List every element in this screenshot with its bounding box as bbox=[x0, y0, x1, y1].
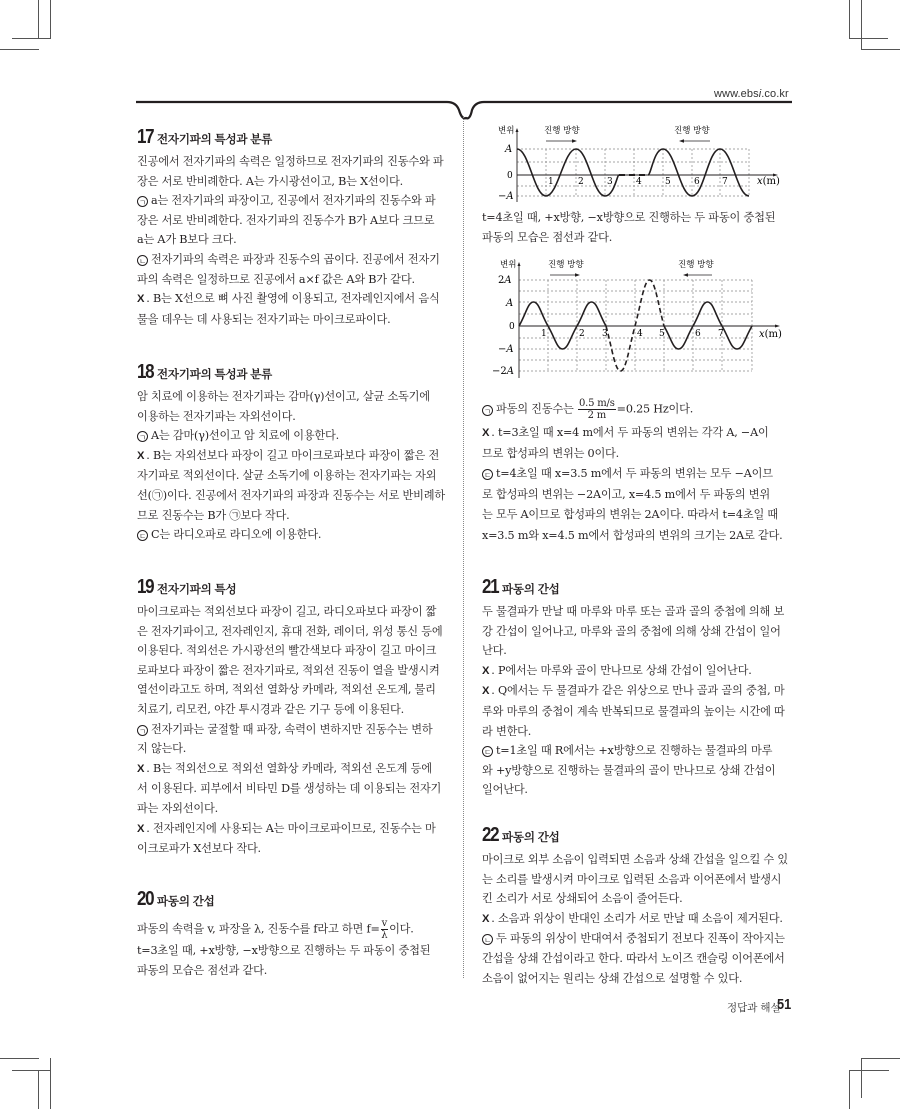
wrong-mark-icon: X bbox=[137, 762, 145, 775]
svg-text:2: 2 bbox=[579, 329, 585, 339]
text-line: 서 이용된다. 피부에서 비타민 D를 생성하는 데 이용되는 전자기 bbox=[137, 782, 442, 796]
crop-mark bbox=[861, 1058, 900, 1059]
svg-text:1: 1 bbox=[548, 177, 554, 187]
site-url: www.ebsi.co.kr bbox=[714, 88, 789, 100]
crop-mark bbox=[861, 1058, 862, 1098]
text-line: 간섭을 상쇄 간섭이라고 한다. 따라서 노이즈 캔슬링 이어폰에서 bbox=[482, 951, 785, 965]
header-rule bbox=[0, 0, 900, 130]
svg-text:4: 4 bbox=[636, 177, 642, 187]
question-number: 19 bbox=[137, 576, 154, 598]
wrong-mark-icon: X bbox=[482, 427, 490, 439]
question-22 bbox=[482, 826, 792, 988]
text-line: 일어난다. bbox=[482, 783, 528, 797]
text-line: 는 모두 A이므로 합성파의 변위는 2A이다. 따라서 t=4초일 때 bbox=[482, 508, 779, 521]
text-line: 파동의 속력을 v, 파장을 λ, 진동수를 f라고 하면 f= $\frac{v}{\lambda}$ 이다. bbox=[137, 918, 414, 941]
question-header bbox=[137, 578, 447, 600]
svg-text:−A: −A bbox=[498, 191, 514, 202]
svg-text:−2A: −2A bbox=[492, 366, 514, 377]
text-line: ㄷ C는 라디오파로 라디오에 이용한다. bbox=[138, 528, 322, 542]
text-line: a는 A가 B보다 크다. bbox=[137, 233, 237, 247]
svg-text:A: A bbox=[506, 298, 514, 309]
svg-text:0: 0 bbox=[507, 171, 513, 181]
text-line: 루와 마루의 중첩이 계속 반복되므로 물결파의 높이는 시간에 따 bbox=[482, 704, 785, 718]
text-line: 므로 진동수는 B가 ㉠보다 작다. bbox=[137, 508, 290, 522]
svg-text:7: 7 bbox=[722, 177, 728, 187]
wrong-mark-icon: X bbox=[137, 293, 145, 306]
text-line: 선(㉠)이다. 진공에서 전자기파의 파장과 진동수는 서로 반비례하 bbox=[137, 488, 445, 502]
text-line: ㄴ 두 파동의 위상이 반대여서 중첩되기 전보다 진폭이 작아지는 bbox=[483, 932, 785, 946]
question-17 bbox=[137, 128, 447, 329]
text-line: 마이크로 외부 소음이 입력되면 소음과 상쇄 간섭을 일으킬 수 있 bbox=[482, 853, 788, 866]
fraction: $\frac{v}{\lambda}$ bbox=[381, 918, 388, 941]
choice-mark-nieun: ㄴ bbox=[483, 936, 492, 946]
choice-mark-giyeok: ㄱ bbox=[138, 726, 147, 736]
text-line: t=4초일 때, +x방향, −x방향으로 진행하는 두 파동이 중첩된 bbox=[482, 211, 776, 224]
question-title: 전자기파의 특성과 분류 bbox=[157, 134, 273, 146]
question-title: 파동의 간섭 bbox=[502, 832, 560, 844]
svg-text:5: 5 bbox=[665, 177, 671, 187]
crop-mark bbox=[849, 1070, 850, 1109]
crop-mark bbox=[849, 1070, 889, 1071]
text-line: ㄴ 전자기파의 속력은 파장과 진동수의 곱이다. 진공에서 전자기 bbox=[138, 252, 440, 266]
text-line: 지 않는다. bbox=[137, 742, 187, 756]
question-number: 22 bbox=[482, 824, 499, 846]
svg-text:x(m): x(m) bbox=[757, 176, 780, 187]
text-line: 파의 속력은 일정하므로 진공에서 a×f 값은 A와 B가 같다. bbox=[137, 272, 415, 286]
text-line: 열선이라고도 하며, 적외선 열화상 카메라, 적외선 온도계, 물리 bbox=[137, 683, 436, 697]
choice-mark-giyeok: ㄱ bbox=[138, 198, 147, 208]
choice-mark-digeut: ㄷ bbox=[483, 748, 492, 758]
text-line: X . B는 X선으로 뼈 사진 촬영에 이용되고, 전자레인지에서 음식 bbox=[137, 292, 440, 306]
text-line: X . Q에서는 두 물결파가 같은 위상으로 만나 골과 골의 중첩, 마 bbox=[482, 684, 785, 698]
text-line: 자기파로 적외선이다. 살균 소독기에 이용하는 전자기파는 자외 bbox=[137, 469, 437, 483]
svg-text:2A: 2A bbox=[498, 275, 512, 286]
text-line: 강 간섭이 일어나고, 마루와 골의 중첩에 의해 상쇄 간섭이 일어 bbox=[482, 624, 781, 638]
text-line: 장은 서로 반비례한다. 전자기파의 진동수가 B가 A보다 크므로 bbox=[137, 213, 435, 227]
question-number: 17 bbox=[137, 126, 154, 148]
text-line: 는 소리를 발생시켜 마이크로 입력된 소음과 이어폰에서 발생시 bbox=[482, 872, 782, 886]
svg-text:진행 방향: 진행 방향 bbox=[674, 126, 710, 136]
question-19 bbox=[137, 578, 447, 859]
text-line: 로파보다 파장이 짧은 전자기파로, 적외선 진동이 열을 발생시켜 bbox=[137, 663, 440, 677]
text-line: X . B는 적외선으로 적외선 열화상 카메라, 적외선 온도계 등에 bbox=[137, 761, 432, 775]
crop-mark bbox=[0, 1058, 39, 1059]
text-line: 장은 서로 반비례한다. A는 가시광선이고, B는 X선이다. bbox=[137, 174, 404, 188]
text-line: 마이크로파는 적외선보다 파장이 길고, 라디오파보다 파장이 짧 bbox=[137, 605, 437, 618]
fraction: $\frac{0.5 m/s}{2 m}$ bbox=[578, 398, 615, 421]
question-title: 전자기파의 특성과 분류 bbox=[157, 369, 273, 381]
text-line: X . t=3초일 때 x=4 m에서 두 파동의 변위는 각각 A, −A이 bbox=[482, 426, 769, 439]
text-line: 로 합성파의 변위는 −2A이고, x=4.5 m에서 두 파동의 변위 bbox=[482, 487, 770, 501]
svg-text:A: A bbox=[505, 144, 513, 155]
question-header bbox=[137, 128, 447, 150]
text-line: 킨 소리가 서로 상쇄되어 소음이 줄어든다. bbox=[482, 892, 683, 906]
page-number: 51 bbox=[777, 996, 792, 1013]
wrong-mark-icon: X bbox=[482, 664, 490, 677]
wrong-mark-icon: X bbox=[137, 449, 145, 462]
svg-text:3: 3 bbox=[602, 329, 608, 339]
crop-mark bbox=[50, 1058, 51, 1109]
question-title: 전자기파의 특성 bbox=[157, 584, 237, 596]
svg-text:−A: −A bbox=[498, 344, 514, 355]
text-line: 이용하는 전자기파는 자외선이다. bbox=[137, 409, 296, 423]
text-line: X . B는 자외선보다 파장이 길고 마이크로파보다 파장이 짧은 전 bbox=[137, 448, 440, 462]
text-line: 두 물결파가 만날 때 마루와 마루 또는 골과 골의 중첩에 의해 보 bbox=[482, 605, 785, 618]
text-line: 와 +y방향으로 진행하는 물결파의 골이 만나므로 상쇄 간섭이 bbox=[482, 763, 776, 777]
text-line: 난다. bbox=[482, 644, 507, 658]
question-title: 파동의 간섭 bbox=[157, 896, 215, 908]
wave-graph-t4 bbox=[478, 258, 798, 384]
svg-text:1: 1 bbox=[541, 329, 547, 339]
column-divider bbox=[463, 116, 464, 978]
svg-text:진행 방향: 진행 방향 bbox=[678, 260, 714, 270]
question-header bbox=[137, 363, 447, 385]
text-line: ㄱ 파동의 진동수는 $\frac{0.5 m/s}{2 m}$ =0.25 Hz이다. bbox=[483, 398, 694, 421]
wrong-mark-icon: X bbox=[482, 685, 490, 698]
crop-mark bbox=[38, 1070, 39, 1109]
svg-text:6: 6 bbox=[695, 329, 701, 339]
text-line: 파동의 모습은 점선과 같다. bbox=[137, 963, 268, 977]
text-line: ㄷ t=1초일 때 R에서는 +x방향으로 진행하는 물결파의 마루 bbox=[483, 744, 773, 758]
text-line: X . 전자레인지에 사용되는 A는 마이크로파이므로, 진동수는 마 bbox=[137, 821, 436, 835]
question-number: 18 bbox=[137, 361, 154, 383]
text-line: ㄷ t=4초일 때 x=3.5 m에서 두 파동의 변위는 모두 −A이므 bbox=[483, 467, 773, 480]
y-axis-label: 변위 bbox=[498, 126, 515, 136]
svg-text:7: 7 bbox=[718, 329, 724, 339]
svg-text:0: 0 bbox=[509, 322, 515, 332]
choice-mark-giyeok: ㄱ bbox=[483, 406, 492, 416]
question-number: 21 bbox=[482, 576, 499, 598]
text-line: x=3.5 m와 x=4.5 m에서 합성파의 변위의 크기는 2A로 같다. bbox=[482, 528, 783, 542]
question-header bbox=[137, 890, 447, 912]
svg-text:진행 방향: 진행 방향 bbox=[544, 126, 580, 136]
question-20 bbox=[137, 890, 447, 980]
text-line: 치료기, 리모컨, 야간 투시경과 같은 기구 등에 이용된다. bbox=[137, 702, 404, 716]
wrong-mark-icon: X bbox=[137, 822, 145, 835]
svg-text:진행 방향: 진행 방향 bbox=[548, 260, 584, 270]
text-line: ㄱ a는 전자기파의 파장이고, 진공에서 전자기파의 진동수와 파 bbox=[138, 194, 436, 208]
text-line: 이용된다. 적외선은 가시광선의 빨간색보다 파장이 길고 마이크 bbox=[137, 644, 437, 658]
question-header bbox=[482, 826, 792, 848]
text-line: 소음이 없어지는 원리는 상쇄 간섭으로 설명할 수 있다. bbox=[482, 971, 743, 985]
text-line: 물을 데우는 데 사용되는 전자기파는 마이크로파이다. bbox=[137, 312, 391, 326]
text-line: 라 변한다. bbox=[482, 724, 532, 738]
svg-text:x(m): x(m) bbox=[759, 329, 782, 340]
svg-text:6: 6 bbox=[694, 177, 700, 187]
svg-text:변위: 변위 bbox=[500, 260, 517, 270]
text-line: 은 전자기파이고, 전자레인지, 휴대 전화, 레이더, 위성 통신 등에 bbox=[137, 624, 443, 638]
question-header bbox=[482, 578, 792, 600]
svg-text:4: 4 bbox=[637, 329, 643, 339]
text-line: 파는 자외선이다. bbox=[137, 801, 218, 815]
svg-text:2: 2 bbox=[578, 177, 584, 187]
question-number: 20 bbox=[137, 888, 154, 910]
wrong-mark-icon: X bbox=[482, 912, 490, 925]
wave-graph-t3 bbox=[478, 122, 798, 206]
text-line: X . P에서는 마루와 골이 만나므로 상쇄 간섭이 일어난다. bbox=[482, 663, 752, 677]
text-line: t=3초일 때, +x방향, −x방향으로 진행하는 두 파동이 중첩된 bbox=[137, 944, 431, 957]
crop-mark bbox=[12, 1070, 51, 1071]
choice-mark-digeut: ㄷ bbox=[483, 471, 492, 480]
text-line: ㄱ 전자기파는 굴절할 때 파장, 속력이 변하지만 진동수는 변하 bbox=[138, 722, 433, 736]
question-20-explanation bbox=[482, 398, 792, 546]
text-line: 암 치료에 이용하는 전자기파는 감마(γ)선이고, 살균 소독기에 bbox=[137, 390, 430, 403]
question-21 bbox=[482, 578, 792, 800]
svg-text:5: 5 bbox=[659, 329, 665, 339]
question-18 bbox=[137, 363, 447, 545]
choice-mark-nieun: ㄴ bbox=[138, 256, 147, 266]
text-line: 이크로파가 X선보다 작다. bbox=[137, 842, 261, 856]
footer-label: 정답과 해설 bbox=[727, 1002, 781, 1014]
choice-mark-digeut: ㄷ bbox=[138, 532, 147, 542]
text-line: X . 소음과 위상이 반대인 소리가 서로 만날 때 소음이 제거된다. bbox=[482, 911, 783, 925]
text-line: ㄱ A는 감마(γ)선이고 암 치료에 이용한다. bbox=[138, 429, 339, 443]
text-line: 므로 합성파의 변위는 0이다. bbox=[482, 446, 620, 460]
text-line: 파동의 모습은 점선과 같다. bbox=[482, 230, 613, 244]
question-title: 파동의 간섭 bbox=[502, 584, 560, 596]
between-text bbox=[482, 208, 792, 247]
svg-text:3: 3 bbox=[607, 177, 613, 187]
text-line: 진공에서 전자기파의 속력은 일정하므로 전자기파의 진동수와 파 bbox=[137, 155, 444, 168]
choice-mark-giyeok: ㄱ bbox=[138, 433, 147, 443]
